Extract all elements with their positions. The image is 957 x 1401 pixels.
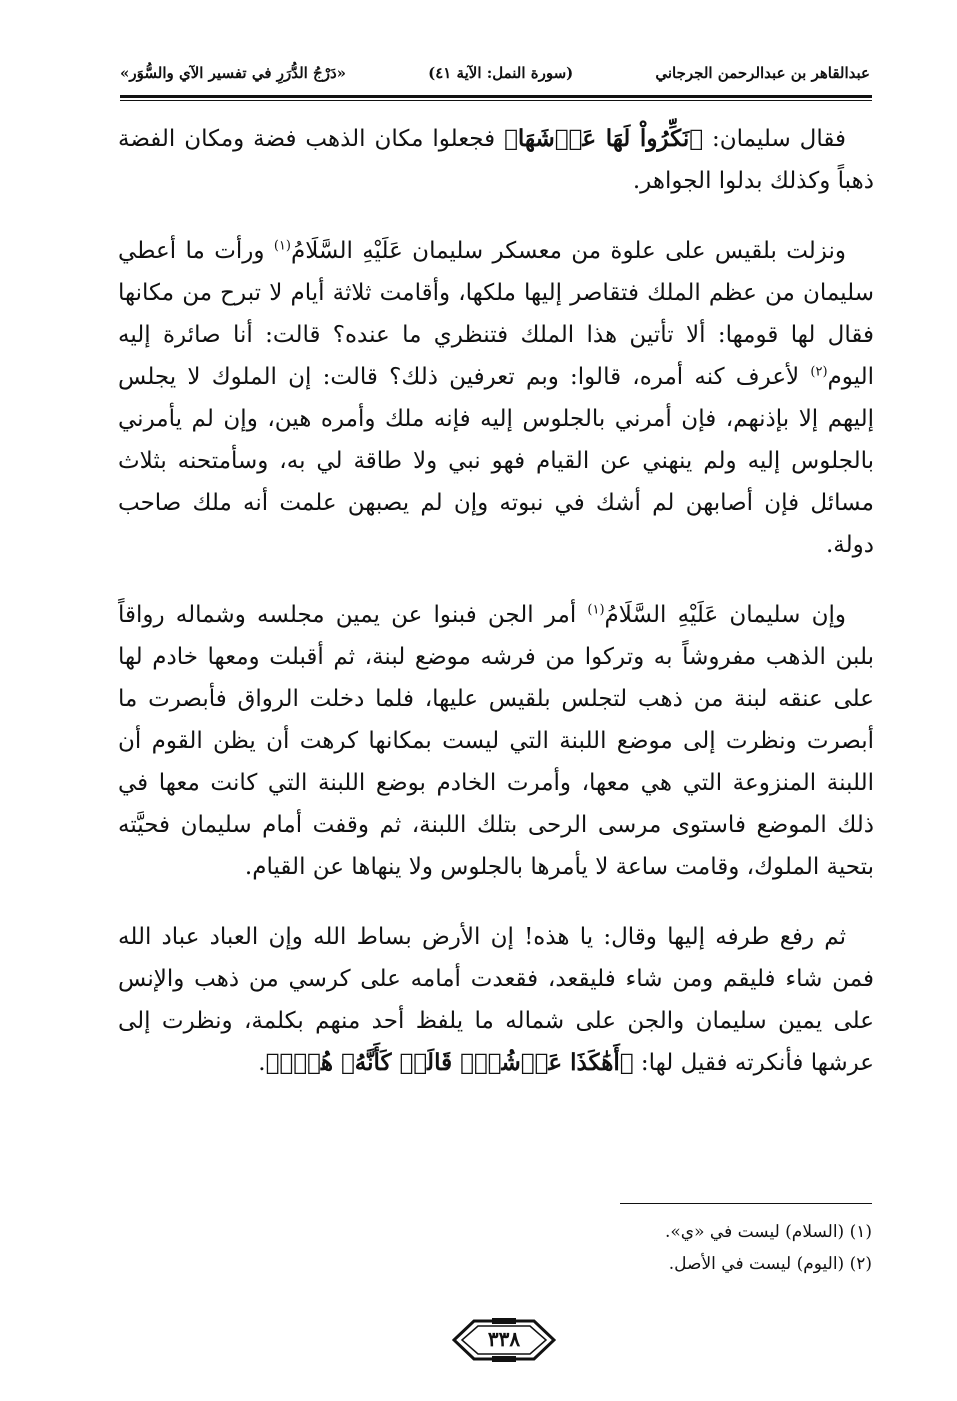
p3-text-a: وإن سليمان عَلَيْهِ السَّلَامُ <box>604 602 846 628</box>
paragraph-4 <box>118 916 874 1084</box>
p3-text-b: أمر الجن فبنوا عن يمين مجلسه وشماله رواقاً بلبن الذهب مفروشاً به وتركوا من فرشه موضع لبنة، ثم أقبلت ومعها خادم لها على عنقه لبنة من ذهب لتجلس بلقيس عليها، فلما دخلت الرواق فأبصرت ما أبصرت ونظرت إلى موضع اللبنة التي ليست بمكانها كرهت أن يظن القوم أن اللبنة المنزوعة التي هي معها، وأمرت الخادم بوضع اللبنة التي كانت معها في ذلك الموضع فاستوى مرسى الرحى بتلك اللبنة، ثم وقفت أمام سليمان فحيَّته بتحية الملوك، وقامت ساعة لا يأمرها بالجلوس ولا ينهاها عن القيام. <box>118 602 874 880</box>
p2-text-a: ونزلت بلقيس على علوة من معسكر سليمان عَلَيْهِ السَّلَامُ <box>290 238 847 264</box>
quran-quote-2: ﴿أَهَٰكَذَا عَرۡشُكِۖ قَالَتۡ كَأَنَّهُۥ هُوَۚ﴾ <box>265 1049 634 1076</box>
header-author: عبدالقاهر بن عبدالرحمن الجرجاني <box>655 64 870 82</box>
main-text <box>118 118 874 1112</box>
running-header <box>120 58 870 88</box>
footnote-ref-2: (٢) <box>810 364 828 380</box>
p1-text-b: فجعلوا مكان الذهب فضة ومكان الفضة ذهباً وكذلك بدلوا الجواهر. <box>118 126 874 194</box>
footnote-rule <box>620 1203 872 1204</box>
paragraph-1 <box>118 118 874 202</box>
quran-quote-1: ﴿نَكِّرُواْ لَهَا عَرۡشَهَا﴾ <box>504 125 704 152</box>
header-book-title: «دَرْجُ الدُّرَرِ في تفسير الآي والسُّوَر» <box>120 64 347 82</box>
paragraph-3 <box>118 594 874 888</box>
paragraph-2 <box>118 230 874 566</box>
footnote-1: (١) (السلام) ليست في «ي». <box>664 1222 872 1242</box>
p1-text-a: فقال سليمان: <box>703 126 846 152</box>
p4-text-b: . <box>258 1050 266 1076</box>
footnote-ref-3: (١) <box>587 602 605 618</box>
footnotes <box>665 1216 872 1280</box>
page-number-ornament <box>452 1317 556 1363</box>
header-rule-thick <box>120 95 872 98</box>
p2-text-c: لأعرف كنه أمره، قالوا: وبم تعرفين ذلك؟ قالت: إن الملوك لا يجلس إليهم إلا بإذنهم، فإن أمرني بالجلوس إليه فإنه ملك وأمره هين، وإن لم يأمرني بالجلوس إليه ولم ينهني عن القيام فهو نبي ولا طاقة لي به، وسأمتحنه بثلاث مسائل فإن أصابهن لم أشك في نبوته وإن لم يصبهن علمت أنه ملك صاحب دولة. <box>118 364 874 558</box>
footnote-ref-1: (١) <box>273 238 291 254</box>
p4-text-a: ثم رفع طرفه إليها وقال: يا هذه! إن الأرض بساط الله وإن العباد عباد الله فمن شاء فليقم ومن شاء فليقعد، فقعدت أمامه على كرسي من ذهب والإنس على يمين سليمان والجن على شماله ما يلفظ أحد منهم بكلمة، ونظرت إلى عرشها فأنكرته فقيل لها: <box>118 924 874 1076</box>
header-rule-thin <box>120 100 872 101</box>
page-number: ٣٣٨ <box>487 1327 521 1351</box>
p2-text-b: ورأت ما أعطي سليمان من عظم الملك فتقاصر إليها ملكها، وأقامت ثلاثة أيام لا تبرح من مكانها فقال لها قومها: ألا تأتين هذا الملك فتنظري ما عنده؟ قالت: أنا صائرة إليه اليوم <box>118 238 874 390</box>
header-surah-ref: (سورة النمل: الآية ٤١) <box>428 64 574 82</box>
footnote-2: (٢) (اليوم) ليست في الأصل. <box>668 1254 872 1274</box>
